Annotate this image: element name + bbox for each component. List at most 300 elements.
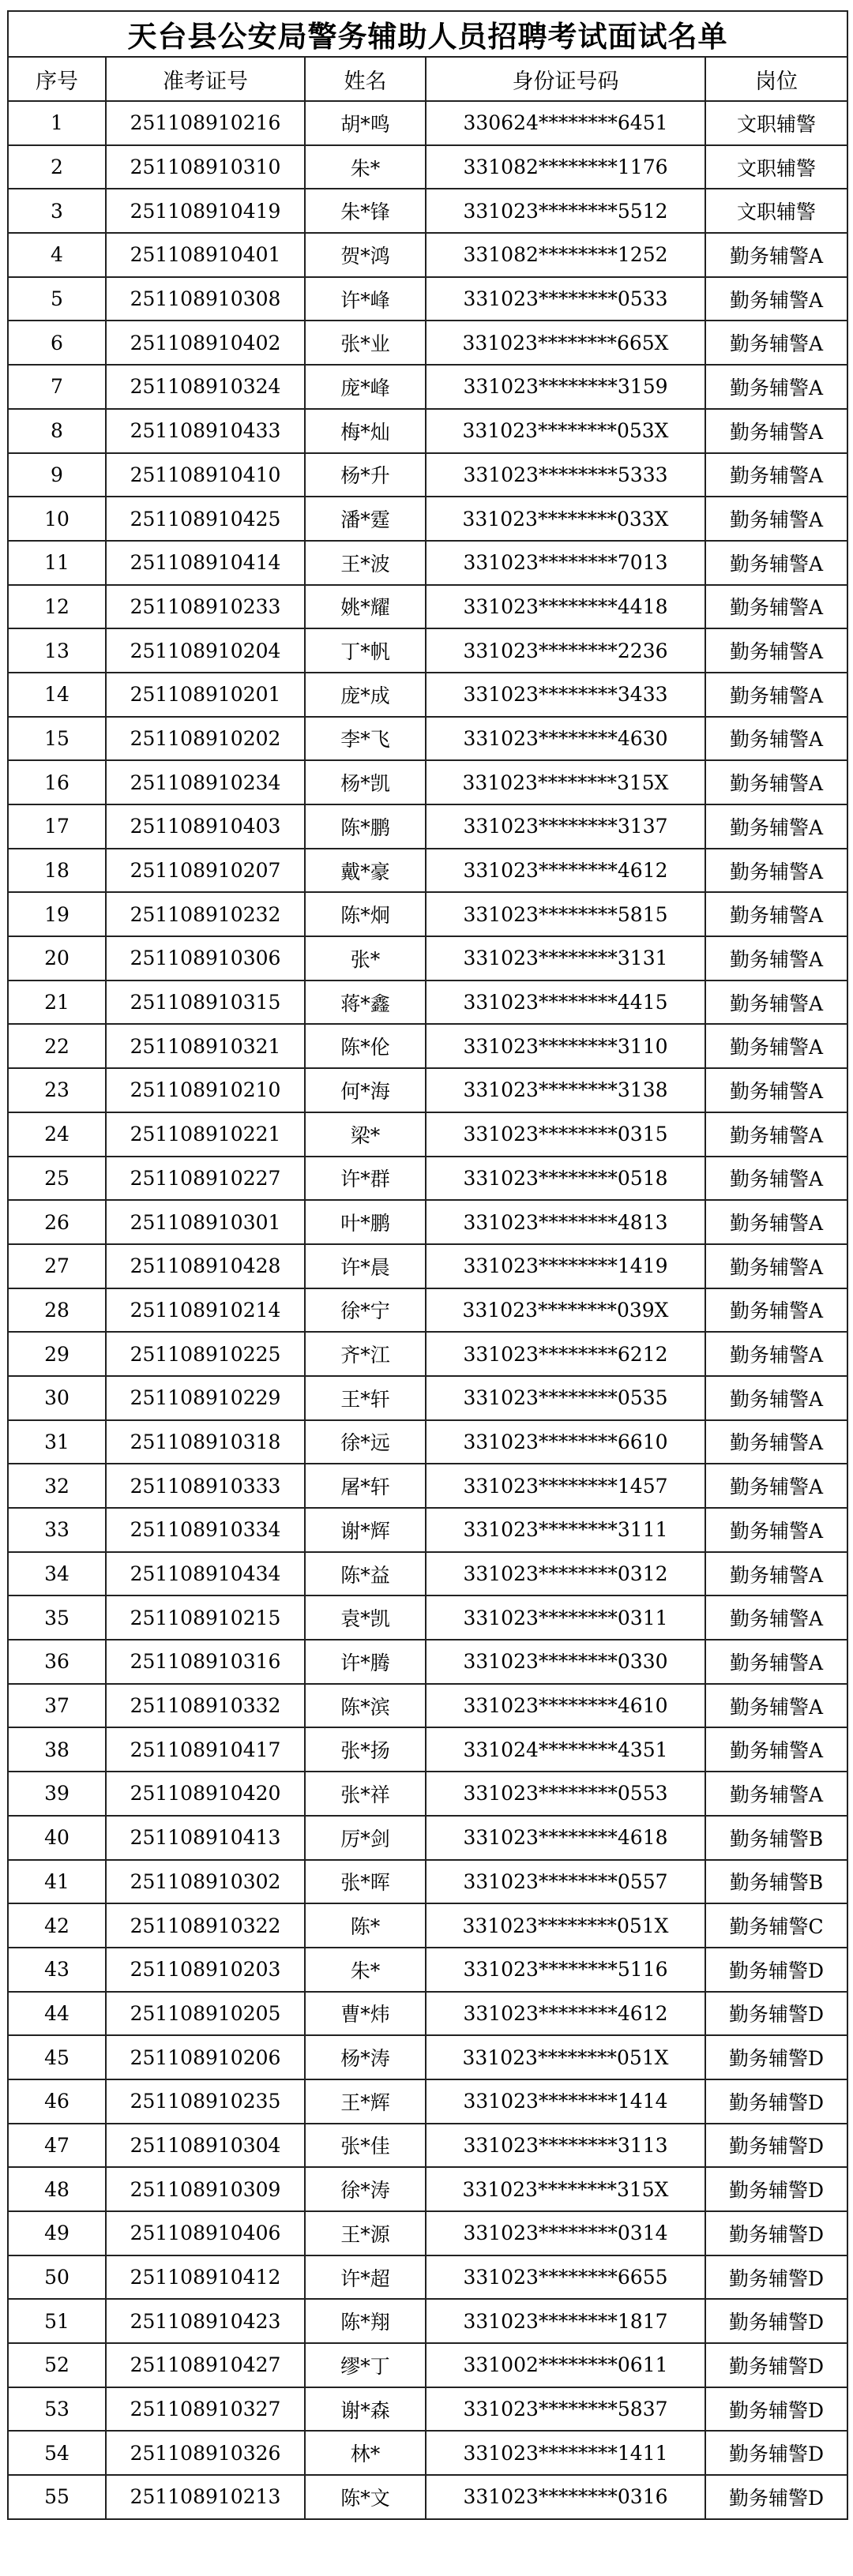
table-row [8,1992,847,2036]
cell-name: 张*佳 [305,2124,426,2168]
cell-index: 54 [8,2431,106,2475]
cell-id-number: 331023********3113 [426,2124,705,2168]
cell-position: 勤务辅警D [705,1992,847,2036]
cell-name: 梁* [305,1112,426,1157]
cell-position: 勤务辅警A [705,981,847,1025]
cell-exam-number: 251108910427 [106,2343,305,2387]
cell-index: 39 [8,1772,106,1816]
cell-position: 勤务辅警A [705,1112,847,1157]
table-row [8,233,847,277]
table-row [8,2343,847,2387]
cell-id-number: 331023********5116 [426,1948,705,1992]
cell-id-number: 331023********1457 [426,1464,705,1508]
cell-name: 潘*霆 [305,497,426,541]
cell-exam-number: 251108910225 [106,1332,305,1376]
cell-id-number: 331023********5815 [426,892,705,936]
table-row [8,2035,847,2079]
table-row [8,277,847,321]
cell-exam-number: 251108910433 [106,409,305,453]
cell-name: 屠*轩 [305,1464,426,1508]
cell-position: 勤务辅警A [705,1024,847,1068]
cell-name: 王*辉 [305,2079,426,2124]
cell-position: 勤务辅警A [705,1332,847,1376]
cell-id-number: 331023********0533 [426,277,705,321]
cell-index: 44 [8,1992,106,2036]
cell-name: 许*群 [305,1157,426,1201]
table-row [8,1508,847,1552]
cell-exam-number: 251108910327 [106,2387,305,2432]
cell-name: 陈*炯 [305,892,426,936]
cell-name: 谢*辉 [305,1508,426,1552]
cell-id-number: 331023********7013 [426,541,705,585]
cell-id-number: 331023********4415 [426,981,705,1025]
cell-id-number: 331023********4610 [426,1684,705,1728]
cell-exam-number: 251108910423 [106,2299,305,2343]
table-row [8,1464,847,1508]
cell-position: 勤务辅警A [705,1552,847,1596]
cell-name: 张*祥 [305,1772,426,1816]
cell-position: 勤务辅警A [705,1508,847,1552]
cell-exam-number: 251108910417 [106,1727,305,1772]
cell-name: 杨*凯 [305,760,426,804]
table-row [8,585,847,629]
cell-index: 6 [8,321,106,365]
cell-name: 林* [305,2431,426,2475]
cell-id-number: 331023********0312 [426,1552,705,1596]
table-row [8,804,847,849]
table-row [8,981,847,1025]
table-title: 天台县公安局警务辅助人员招聘考试面试名单 [8,11,847,57]
cell-id-number: 331023********1414 [426,2079,705,2124]
cell-exam-number: 251108910434 [106,1552,305,1596]
cell-exam-number: 251108910207 [106,849,305,893]
table-row [8,1903,847,1948]
cell-name: 徐*涛 [305,2167,426,2211]
cell-index: 35 [8,1595,106,1640]
cell-exam-number: 251108910332 [106,1684,305,1728]
cell-id-number: 331023********033X [426,497,705,541]
cell-position: 勤务辅警A [705,673,847,717]
cell-name: 王*源 [305,2211,426,2255]
cell-index: 38 [8,1727,106,1772]
table-row [8,1595,847,1640]
cell-position: 勤务辅警A [705,1640,847,1684]
cell-name: 齐*江 [305,1332,426,1376]
cell-id-number: 331023********0518 [426,1157,705,1201]
cell-position: 勤务辅警A [705,1595,847,1640]
cell-name: 贺*鸿 [305,233,426,277]
cell-id-number: 331023********0535 [426,1376,705,1420]
header-exam-number: 准考证号 [106,57,305,101]
cell-index: 51 [8,2299,106,2343]
cell-index: 53 [8,2387,106,2432]
cell-position: 勤务辅警A [705,1157,847,1201]
cell-id-number: 331023********5512 [426,189,705,233]
cell-index: 43 [8,1948,106,1992]
cell-name: 姚*耀 [305,585,426,629]
cell-index: 20 [8,936,106,981]
cell-exam-number: 251108910232 [106,892,305,936]
table-row [8,541,847,585]
cell-exam-number: 251108910315 [106,981,305,1025]
table-row [8,189,847,233]
table-row [8,2475,847,2519]
cell-index: 27 [8,1244,106,1288]
table-row [8,1024,847,1068]
cell-name: 杨*升 [305,453,426,497]
cell-id-number: 331023********3110 [426,1024,705,1068]
cell-id-number: 331023********1411 [426,2431,705,2475]
cell-id-number: 331024********4351 [426,1727,705,1772]
cell-position: 勤务辅警D [705,2343,847,2387]
cell-index: 3 [8,189,106,233]
cell-position: 勤务辅警A [705,628,847,673]
cell-id-number: 331023********3138 [426,1068,705,1112]
cell-exam-number: 251108910206 [106,2035,305,2079]
cell-exam-number: 251108910216 [106,101,305,145]
cell-id-number: 331023********051X [426,1903,705,1948]
table-row [8,321,847,365]
cell-exam-number: 251108910302 [106,1860,305,1904]
cell-index: 45 [8,2035,106,2079]
cell-name: 戴*豪 [305,849,426,893]
cell-name: 庞*成 [305,673,426,717]
cell-index: 19 [8,892,106,936]
cell-position: 勤务辅警D [705,2431,847,2475]
cell-exam-number: 251108910333 [106,1464,305,1508]
cell-name: 陈*文 [305,2475,426,2519]
cell-index: 21 [8,981,106,1025]
cell-id-number: 331023********0553 [426,1772,705,1816]
cell-index: 26 [8,1200,106,1244]
cell-id-number: 331023********3131 [426,936,705,981]
cell-index: 5 [8,277,106,321]
cell-index: 9 [8,453,106,497]
cell-position: 勤务辅警A [705,1288,847,1333]
cell-name: 缪*丁 [305,2343,426,2387]
cell-position: 勤务辅警B [705,1816,847,1860]
table-row [8,1860,847,1904]
cell-position: 勤务辅警A [705,936,847,981]
cell-exam-number: 251108910304 [106,2124,305,2168]
table-row [8,760,847,804]
cell-position: 勤务辅警D [705,1948,847,1992]
cell-exam-number: 251108910419 [106,189,305,233]
header-index: 序号 [8,57,106,101]
table-row [8,453,847,497]
cell-name: 袁*凯 [305,1595,426,1640]
table-row [8,1772,847,1816]
cell-exam-number: 251108910401 [106,233,305,277]
cell-index: 50 [8,2255,106,2300]
cell-position: 勤务辅警D [705,2167,847,2211]
cell-name: 厉*剑 [305,1816,426,1860]
cell-index: 47 [8,2124,106,2168]
table-row [8,1200,847,1244]
cell-id-number: 331023********4630 [426,717,705,761]
cell-name: 许*峰 [305,277,426,321]
cell-exam-number: 251108910318 [106,1420,305,1464]
table-row [8,1640,847,1684]
cell-exam-number: 251108910301 [106,1200,305,1244]
cell-position: 勤务辅警B [705,1860,847,1904]
cell-id-number: 331023********665X [426,321,705,365]
cell-index: 13 [8,628,106,673]
cell-id-number: 331023********0330 [426,1640,705,1684]
cell-exam-number: 251108910310 [106,145,305,189]
table-row [8,2299,847,2343]
cell-index: 11 [8,541,106,585]
cell-exam-number: 251108910221 [106,1112,305,1157]
cell-id-number: 331023********315X [426,760,705,804]
cell-id-number: 331023********0315 [426,1112,705,1157]
cell-exam-number: 251108910321 [106,1024,305,1068]
cell-position: 勤务辅警C [705,1903,847,1948]
header-row [8,57,847,101]
cell-id-number: 331023********5837 [426,2387,705,2432]
cell-exam-number: 251108910410 [106,453,305,497]
cell-name: 许*晨 [305,1244,426,1288]
cell-id-number: 331023********0314 [426,2211,705,2255]
cell-name: 叶*鹏 [305,1200,426,1244]
cell-id-number: 331023********4618 [426,1816,705,1860]
cell-position: 勤务辅警A [705,1420,847,1464]
cell-id-number: 331023********4813 [426,1200,705,1244]
cell-position: 勤务辅警A [705,1727,847,1772]
cell-position: 勤务辅警A [705,365,847,409]
table-row [8,892,847,936]
cell-id-number: 331023********3159 [426,365,705,409]
cell-name: 杨*涛 [305,2035,426,2079]
cell-id-number: 331023********0316 [426,2475,705,2519]
cell-exam-number: 251108910227 [106,1157,305,1201]
cell-id-number: 331023********051X [426,2035,705,2079]
cell-position: 勤务辅警D [705,2079,847,2124]
cell-name: 张*晖 [305,1860,426,1904]
table-row [8,2387,847,2432]
cell-index: 37 [8,1684,106,1728]
cell-position: 勤务辅警A [705,717,847,761]
cell-position: 勤务辅警D [705,2475,847,2519]
cell-exam-number: 251108910203 [106,1948,305,1992]
cell-position: 勤务辅警D [705,2299,847,2343]
cell-id-number: 331082********1176 [426,145,705,189]
cell-exam-number: 251108910204 [106,628,305,673]
cell-name: 胡*鸣 [305,101,426,145]
table-row [8,2431,847,2475]
cell-index: 4 [8,233,106,277]
cell-exam-number: 251108910324 [106,365,305,409]
cell-exam-number: 251108910308 [106,277,305,321]
cell-exam-number: 251108910215 [106,1595,305,1640]
table-row [8,2255,847,2300]
cell-index: 22 [8,1024,106,1068]
cell-position: 勤务辅警D [705,2387,847,2432]
cell-name: 陈*益 [305,1552,426,1596]
cell-position: 勤务辅警A [705,497,847,541]
table-row [8,1244,847,1288]
interview-list-table [7,10,848,2520]
cell-id-number: 331023********1419 [426,1244,705,1288]
table-row [8,101,847,145]
cell-position: 勤务辅警A [705,892,847,936]
cell-name: 张*业 [305,321,426,365]
header-name: 姓名 [305,57,426,101]
cell-exam-number: 251108910214 [106,1288,305,1333]
table-row [8,145,847,189]
cell-name: 徐*宁 [305,1288,426,1333]
cell-position: 勤务辅警A [705,1068,847,1112]
cell-index: 15 [8,717,106,761]
cell-exam-number: 251108910326 [106,2431,305,2475]
cell-name: 陈*鹏 [305,804,426,849]
cell-id-number: 331023********5333 [426,453,705,497]
table-row [8,936,847,981]
cell-index: 18 [8,849,106,893]
cell-index: 30 [8,1376,106,1420]
cell-name: 陈*伦 [305,1024,426,1068]
cell-exam-number: 251108910309 [106,2167,305,2211]
cell-index: 17 [8,804,106,849]
table-row [8,1288,847,1333]
cell-index: 24 [8,1112,106,1157]
cell-name: 朱*锋 [305,189,426,233]
table-row [8,365,847,409]
cell-id-number: 331023********3111 [426,1508,705,1552]
cell-name: 朱* [305,145,426,189]
table-row [8,409,847,453]
cell-exam-number: 251108910316 [106,1640,305,1684]
cell-exam-number: 251108910428 [106,1244,305,1288]
cell-name: 丁*帆 [305,628,426,673]
cell-position: 文职辅警 [705,189,847,233]
cell-name: 徐*远 [305,1420,426,1464]
cell-name: 陈*翔 [305,2299,426,2343]
cell-index: 14 [8,673,106,717]
cell-position: 文职辅警 [705,145,847,189]
table-row [8,2211,847,2255]
cell-index: 10 [8,497,106,541]
cell-position: 勤务辅警A [705,541,847,585]
cell-exam-number: 251108910213 [106,2475,305,2519]
cell-name: 王*波 [305,541,426,585]
cell-id-number: 331023********053X [426,409,705,453]
table-row [8,1816,847,1860]
cell-name: 何*海 [305,1068,426,1112]
cell-index: 2 [8,145,106,189]
cell-index: 40 [8,1816,106,1860]
cell-id-number: 331023********0311 [426,1595,705,1640]
cell-exam-number: 251108910201 [106,673,305,717]
table-row [8,1552,847,1596]
cell-index: 28 [8,1288,106,1333]
cell-name: 蒋*鑫 [305,981,426,1025]
table-row [8,1948,847,1992]
cell-id-number: 331002********0611 [426,2343,705,2387]
cell-exam-number: 251108910229 [106,1376,305,1420]
cell-name: 许*超 [305,2255,426,2300]
cell-id-number: 331023********039X [426,1288,705,1333]
table-row [8,1157,847,1201]
table-row [8,1420,847,1464]
cell-id-number: 331023********2236 [426,628,705,673]
cell-position: 勤务辅警A [705,760,847,804]
cell-position: 勤务辅警A [705,849,847,893]
cell-position: 勤务辅警D [705,2211,847,2255]
cell-index: 23 [8,1068,106,1112]
cell-index: 48 [8,2167,106,2211]
cell-id-number: 331023********4418 [426,585,705,629]
cell-exam-number: 251108910210 [106,1068,305,1112]
cell-position: 勤务辅警A [705,585,847,629]
cell-index: 36 [8,1640,106,1684]
cell-exam-number: 251108910205 [106,1992,305,2036]
cell-id-number: 331023********315X [426,2167,705,2211]
cell-position: 勤务辅警A [705,1684,847,1728]
cell-id-number: 331023********0557 [426,1860,705,1904]
cell-name: 王*轩 [305,1376,426,1420]
cell-position: 勤务辅警A [705,804,847,849]
cell-position: 勤务辅警A [705,321,847,365]
cell-index: 7 [8,365,106,409]
cell-id-number: 331023********4612 [426,849,705,893]
cell-id-number: 331023********6212 [426,1332,705,1376]
cell-name: 谢*森 [305,2387,426,2432]
cell-index: 41 [8,1860,106,1904]
cell-exam-number: 251108910413 [106,1816,305,1860]
cell-position: 勤务辅警A [705,1200,847,1244]
cell-exam-number: 251108910403 [106,804,305,849]
cell-name: 陈*滨 [305,1684,426,1728]
cell-name: 许*腾 [305,1640,426,1684]
cell-index: 1 [8,101,106,145]
cell-position: 勤务辅警A [705,277,847,321]
cell-name: 曹*炜 [305,1992,426,2036]
cell-exam-number: 251108910406 [106,2211,305,2255]
cell-position: 勤务辅警D [705,2035,847,2079]
table-row [8,717,847,761]
cell-position: 勤务辅警D [705,2255,847,2300]
cell-name: 朱* [305,1948,426,1992]
cell-index: 31 [8,1420,106,1464]
cell-position: 勤务辅警A [705,453,847,497]
cell-position: 勤务辅警A [705,1772,847,1816]
cell-name: 庞*峰 [305,365,426,409]
table-row [8,2167,847,2211]
cell-name: 陈* [305,1903,426,1948]
table-row [8,1112,847,1157]
cell-index: 46 [8,2079,106,2124]
cell-exam-number: 251108910334 [106,1508,305,1552]
cell-id-number: 331023********3137 [426,804,705,849]
cell-position: 勤务辅警A [705,1376,847,1420]
table-row [8,628,847,673]
header-id-number: 身份证号码 [426,57,705,101]
header-position: 岗位 [705,57,847,101]
cell-index: 16 [8,760,106,804]
cell-exam-number: 251108910202 [106,717,305,761]
cell-position: 勤务辅警D [705,2124,847,2168]
cell-index: 12 [8,585,106,629]
cell-index: 34 [8,1552,106,1596]
cell-name: 李*飞 [305,717,426,761]
table-row [8,1376,847,1420]
cell-position: 勤务辅警A [705,1244,847,1288]
cell-exam-number: 251108910420 [106,1772,305,1816]
cell-exam-number: 251108910234 [106,760,305,804]
cell-position: 勤务辅警A [705,409,847,453]
cell-id-number: 331023********4612 [426,1992,705,2036]
